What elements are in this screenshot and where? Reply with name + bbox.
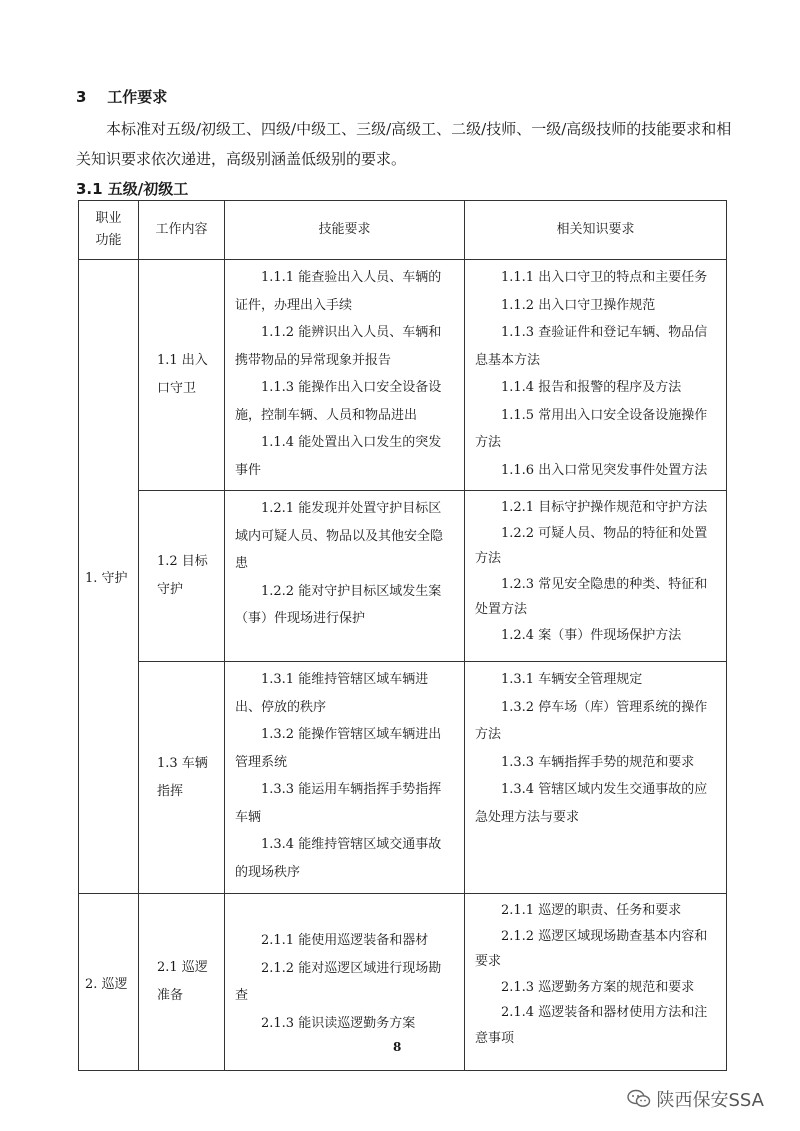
skills-cell bbox=[225, 260, 465, 491]
knowledge-item: 1.2.3 常见安全隐患的种类、特征和处置方法 bbox=[475, 576, 708, 617]
content-cell: 1.1 出入口守卫 bbox=[139, 260, 225, 491]
skills-cell bbox=[225, 894, 465, 1071]
knowledge-item: 1.1.5 常用出入口安全设备设施操作方法 bbox=[475, 407, 708, 450]
section-title: 工作要求 bbox=[107, 88, 168, 106]
skills-cell bbox=[225, 491, 465, 662]
skill-item: 1.1.4 能处置出入口发生的突发事件 bbox=[235, 435, 442, 478]
intro-paragraph bbox=[76, 114, 736, 174]
skill-item: 2.1.2 能对巡逻区域进行现场勘查 bbox=[235, 960, 442, 1003]
header-skills: 技能要求 bbox=[225, 201, 465, 260]
skill-item: 1.1.1 能查验出入人员、车辆的证件，办理出入手续 bbox=[235, 270, 442, 313]
content-cell: 1.2 目标守护 bbox=[139, 491, 225, 662]
section-number: 3 bbox=[76, 88, 87, 106]
content-cell: 1.3 车辆指挥 bbox=[139, 662, 225, 894]
header-function-text: 职业 功能 bbox=[95, 211, 122, 248]
function-cell: 1. 守护 bbox=[79, 260, 139, 894]
knowledge-item: 2.1.2 巡逻区域现场勘查基本内容和要求 bbox=[475, 928, 708, 969]
knowledge-item: 2.1.4 巡逻装备和器材使用方法和注意事项 bbox=[475, 1005, 708, 1046]
knowledge-item: 1.1.2 出入口守卫操作规范 bbox=[501, 297, 656, 313]
skill-item: 1.3.1 能维持管辖区域车辆进出、停放的秩序 bbox=[235, 672, 429, 715]
skill-item: 1.3.2 能操作管辖区域车辆进出管理系统 bbox=[235, 727, 442, 770]
watermark-text: 陕西保安SSA bbox=[656, 1090, 764, 1111]
knowledge-item: 1.1.4 报告和报警的程序及方法 bbox=[501, 380, 682, 395]
knowledge-item: 2.1.1 巡逻的职责、任务和要求 bbox=[501, 903, 682, 918]
page-number: 8 bbox=[393, 1040, 402, 1054]
table-row bbox=[79, 894, 727, 1071]
knowledge-item: 1.3.4 管辖区域内发生交通事故的应急处理方法与要求 bbox=[475, 782, 708, 825]
header-content: 工作内容 bbox=[139, 201, 225, 260]
table-row bbox=[79, 260, 727, 491]
skills-cell bbox=[225, 662, 465, 894]
skill-item: 1.3.3 能运用车辆指挥手势指挥车辆 bbox=[235, 782, 442, 825]
knowledge-item: 1.2.2 可疑人员、物品的特征和处置方法 bbox=[475, 525, 708, 566]
table-row bbox=[79, 662, 727, 894]
knowledge-cell bbox=[465, 260, 727, 491]
skill-item: 1.1.2 能辨识出入人员、车辆和携带物品的异常现象并报告 bbox=[235, 325, 442, 368]
skill-item: 2.1.1 能使用巡逻装备和器材 bbox=[261, 933, 429, 948]
knowledge-item: 1.1.6 出入口常见突发事件处置方法 bbox=[501, 462, 708, 478]
intro-text: 本标准对五级/初级工、四级/中级工、三级/高级工、二级/技师、一级/高级技师的技能要求和相关知识要求依次递进，高级别涵盖低级别的要求。 bbox=[76, 120, 732, 168]
skill-item: 1.2.1 能发现并处置守护目标区域内可疑人员、物品以及其他安全隐患 bbox=[235, 501, 444, 571]
table-row bbox=[79, 491, 727, 662]
skill-item: 1.2.2 能对守护目标区域发生案（事）件现场进行保护 bbox=[235, 583, 442, 626]
subsection-heading: 3.1 五级/初级工 bbox=[76, 180, 189, 198]
skill-item: 1.1.3 能操作出入口安全设备设施，控制车辆、人员和物品进出 bbox=[235, 380, 442, 423]
skill-item: 1.3.4 能维持管辖区域交通事故的现场秩序 bbox=[235, 837, 442, 880]
watermark bbox=[627, 1086, 765, 1112]
table-header-row bbox=[79, 201, 727, 260]
knowledge-item: 2.1.3 巡逻勤务方案的规范和要求 bbox=[501, 979, 695, 995]
knowledge-cell bbox=[465, 662, 727, 894]
function-cell: 2. 巡逻 bbox=[79, 894, 139, 1071]
knowledge-item: 1.2.1 目标守护操作规范和守护方法 bbox=[501, 500, 708, 515]
wechat-icon bbox=[627, 1089, 651, 1109]
knowledge-item: 1.3.2 停车场（库）管理系统的操作方法 bbox=[475, 699, 708, 742]
knowledge-item: 1.3.3 车辆指挥手势的规范和要求 bbox=[501, 754, 695, 770]
content-cell: 2.1 巡逻准备 bbox=[139, 894, 225, 1071]
skill-item: 2.1.3 能识读巡逻勤务方案 bbox=[261, 1015, 416, 1031]
header-knowledge: 相关知识要求 bbox=[465, 201, 727, 260]
knowledge-item: 1.3.1 车辆安全管理规定 bbox=[501, 672, 643, 687]
requirements-table bbox=[78, 200, 727, 1071]
knowledge-cell bbox=[465, 894, 727, 1071]
knowledge-item: 1.2.4 案（事）件现场保护方法 bbox=[501, 627, 682, 643]
knowledge-cell bbox=[465, 491, 727, 662]
knowledge-item: 1.1.3 查验证件和登记车辆、物品信息基本方法 bbox=[475, 325, 708, 368]
knowledge-item: 1.1.1 出入口守卫的特点和主要任务 bbox=[501, 270, 708, 285]
header-function bbox=[79, 201, 139, 260]
section-heading bbox=[76, 86, 167, 107]
